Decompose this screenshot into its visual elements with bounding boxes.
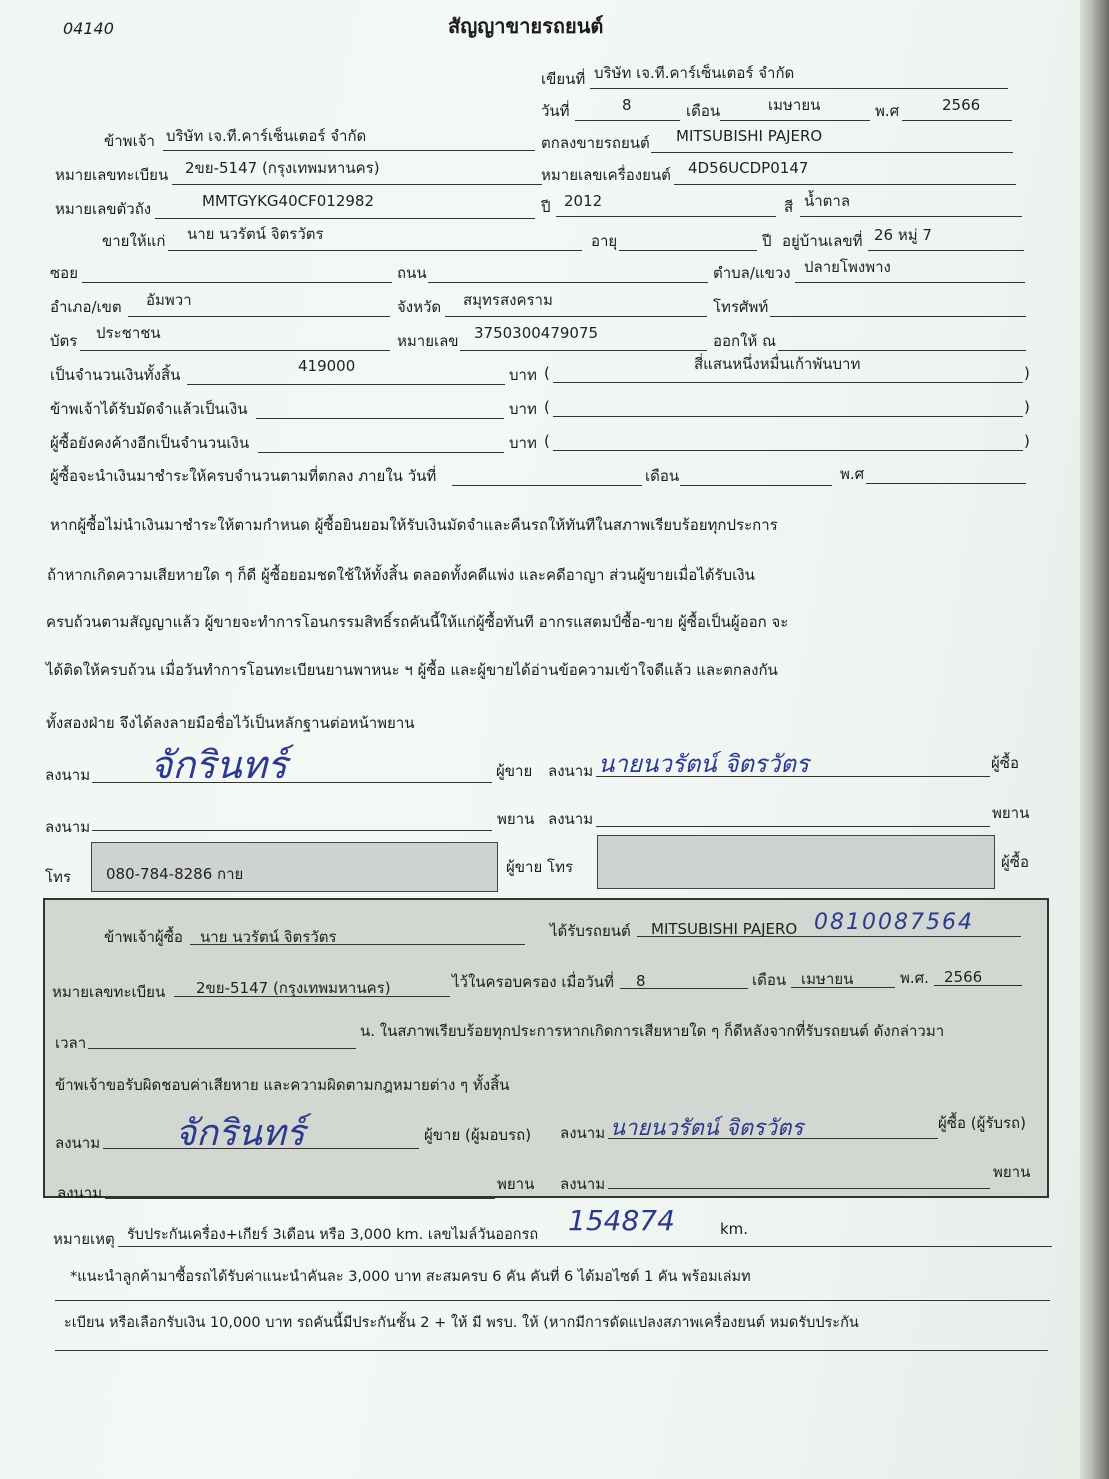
card-line <box>80 350 390 351</box>
phone-label: โทรศัพท์ <box>713 298 769 316</box>
total-value: 419000 <box>298 357 356 375</box>
total-baht: บาท <box>509 366 537 384</box>
pay-year-label: พ.ศ <box>840 465 865 483</box>
receipt-seller-signature: จักรินทร์ <box>175 1113 305 1154</box>
subdistrict-label: ตำบล/แขวง <box>713 264 791 282</box>
pay-year-line <box>866 483 1026 484</box>
total-line <box>187 384 505 385</box>
subdistrict-value: ปลายโพงพาง <box>804 258 891 276</box>
seller-phone: 080-784-8286 กาย <box>106 865 244 883</box>
receipt-buyer-name: นาย นวรัตน์ จิตรวัตร <box>200 928 337 946</box>
total-words-line <box>553 382 1023 383</box>
receipt-seller-role: ผู้ขาย (ผู้มอบรถ) <box>424 1126 532 1144</box>
buyer-phone-role: ผู้ซื้อ <box>1001 853 1029 871</box>
paren-close-2: ) <box>1024 398 1030 416</box>
note-line-2-rule <box>55 1300 1050 1301</box>
witness1-role: พยาน <box>497 810 535 828</box>
total-words: สี่แสนหนึ่งหมื่นเก้าพันบาท <box>694 355 861 373</box>
paren-close-1: ) <box>1024 364 1030 382</box>
chassis-value: MMTGYKG40CF012982 <box>202 192 374 210</box>
engine-line <box>674 184 1016 185</box>
deposit-baht: บาท <box>509 400 537 418</box>
month-label: เดือน <box>686 102 721 120</box>
car-model: MITSUBISHI PAJERO <box>676 127 823 145</box>
condition-text: น. ในสภาพเรียบร้อยทุกประการหากเกิดการเสียหายใด ๆ ก็ดีหลังจากที่รับรถยนต์ ดังกล่าวมา <box>360 1022 945 1040</box>
seller-phone-role: ผู้ขาย โทร <box>506 858 574 876</box>
receipt-reg-label: หมายเลขทะเบียน <box>52 983 166 1001</box>
possession-year: 2566 <box>944 968 983 986</box>
reg-line <box>172 184 542 185</box>
term-1: หากผู้ซื้อไม่นำเงินมาชำระให้ตามกำหนด ผู้ซื้อยินยอมให้รับเงินมัดจำและคืนรถให้ทันทีในสภาพเรียบร้อยทุกประการ <box>50 516 778 534</box>
term-4: ได้ติดให้ครบถ้วน เมื่อวันทำการโอนทะเบียนยานพาหนะ ฯ ผู้ซื้อ และผู้ขายได้อ่านข้อความเข้าใจดีแล้ว และตกลงกัน <box>46 661 778 679</box>
soi-label: ซอย <box>50 264 78 282</box>
receipt-sign-label-1: ลงนาม <box>55 1134 101 1152</box>
seller-label: ข้าพเจ้า <box>104 132 155 150</box>
phone-row-label: โทร <box>45 868 72 886</box>
written-at-label: เขียนที่ <box>541 70 586 88</box>
receipt-sign-label-4: ลงนาม <box>560 1175 606 1193</box>
receipt-buyer-role: ผู้ซื้อ (ผู้รับรถ) <box>938 1114 1026 1132</box>
buyer-name: นาย นวรัตน์ จิตรวัตร <box>187 225 324 243</box>
card-no-label: หมายเลข <box>397 332 459 350</box>
receipt-reg: 2ขย-5147 (กรุงเทพมหานคร) <box>196 979 391 997</box>
district-value: อัมพวา <box>146 291 192 309</box>
sign-label-2: ลงนาม <box>548 762 594 780</box>
address-line <box>868 250 1024 251</box>
paren-open-2: ( <box>544 398 550 416</box>
paren-close-3: ) <box>1024 432 1030 450</box>
model-year-line <box>556 216 776 217</box>
receipt-buyer-label: ข้าพเจ้าผู้ซื้อ <box>104 928 183 946</box>
day-line <box>575 120 680 121</box>
received-car: MITSUBISHI PAJERO <box>651 920 798 938</box>
paren-open-3: ( <box>544 432 550 450</box>
remark-label: หมายเหตุ <box>53 1230 115 1248</box>
card-no-value: 3750300479075 <box>474 324 599 342</box>
receipt-witness2-role: พยาน <box>993 1163 1031 1181</box>
possession-month: เมษายน <box>801 970 854 988</box>
buyer-role: ผู้ซื้อ <box>991 754 1019 772</box>
road-label: ถนน <box>397 264 427 282</box>
address-value: 26 หมู่ 7 <box>874 226 932 244</box>
remaining-words-line <box>553 450 1023 451</box>
card-value: ประชาชน <box>96 324 161 342</box>
color-label: สี <box>784 198 794 216</box>
written-at-line <box>590 88 1008 89</box>
handwritten-phone: 0810087564 <box>814 910 974 935</box>
date-label: วันที่ <box>541 102 570 120</box>
sold-to-label: ขายให้แก่ <box>102 232 166 250</box>
reg-label: หมายเลขทะเบียน <box>55 166 169 184</box>
road-line <box>428 282 708 283</box>
year-line <box>902 120 1012 121</box>
district-label: อำเภอ/เขต <box>50 298 122 316</box>
seller-line <box>163 150 535 151</box>
receipt-witness1-role: พยาน <box>497 1175 535 1193</box>
month-value: เมษายน <box>768 96 821 114</box>
receipt-buyer-signature: นายนวรัตน์ จิตรวัตร <box>610 1116 804 1141</box>
pay-by-label: ผู้ซื้อจะนำเงินมาชำระให้ครบจำนวนตามที่ตกลง ภายใน วันที่ <box>50 467 437 485</box>
card-no-line <box>460 350 707 351</box>
witness2-line <box>596 826 990 827</box>
receipt-sign-label-2: ลงนาม <box>560 1124 606 1142</box>
day-value: 8 <box>622 96 632 114</box>
agree-sell-line <box>651 152 1013 153</box>
chassis-line <box>155 218 535 219</box>
time-label: เวลา <box>55 1034 87 1052</box>
received-car-label: ได้รับรถยนต์ <box>550 922 631 940</box>
possession-day: 8 <box>636 972 646 990</box>
engine-label: หมายเลขเครื่องยนต์ <box>541 166 671 184</box>
soi-line <box>82 282 392 283</box>
paren-open-1: ( <box>544 364 550 382</box>
agree-sell-label: ตกลงขายรถยนต์ <box>541 134 650 152</box>
model-year-value: 2012 <box>564 192 603 210</box>
sign-label-3: ลงนาม <box>45 818 91 836</box>
subdistrict-line <box>795 282 1025 283</box>
written-at-value: บริษัท เจ.ที.คาร์เซ็นเตอร์ จำกัด <box>594 64 795 82</box>
liability-text: ข้าพเจ้าขอรับผิดชอบค่าเสียหาย และความผิดตามกฎหมายต่าง ๆ ทั้งสิ้น <box>55 1076 510 1094</box>
mileage-value: 154874 <box>568 1204 675 1237</box>
remaining-label: ผู้ซื้อยังคงค้างอีกเป็นจำนวนเงิน <box>50 434 250 452</box>
province-line <box>445 316 707 317</box>
deposit-label: ข้าพเจ้าได้รับมัดจำแล้วเป็นเงิน <box>50 400 248 418</box>
reg-value: 2ขย-5147 (กรุงเทพมหานคร) <box>185 159 380 177</box>
age-line <box>619 250 757 251</box>
color-value: น้ำตาล <box>804 192 851 210</box>
note-line-2: *แนะนำลูกค้ามาซื้อรถได้รับค่าแนะนำคันละ 3,000 บาท สะสมครบ 6 คัน คันที่ 6 ได้มอไซต์ 1 คัน พร้อมเล่มท <box>70 1269 751 1285</box>
document-number: 04140 <box>63 19 114 38</box>
province-label: จังหวัด <box>397 298 442 316</box>
pay-month-label: เดือน <box>645 467 680 485</box>
remark-line <box>118 1246 1052 1247</box>
receipt-witness1-line <box>105 1198 495 1199</box>
buyer-phone-box <box>597 835 995 889</box>
province-value: สมุทรสงคราม <box>463 291 553 309</box>
engine-value: 4D56UCDP0147 <box>688 159 809 177</box>
sign-label-1: ลงนาม <box>45 766 91 784</box>
term-5: ทั้งสองฝ่าย จึงได้ลงลายมือชื่อไว้เป็นหลักฐานต่อหน้าพยาน <box>46 714 415 732</box>
address-label: อยู่บ้านเลขที่ <box>782 232 863 250</box>
total-label: เป็นจำนวนเงินทั้งสิ้น <box>50 366 181 384</box>
pay-month-line <box>680 485 832 486</box>
month-line <box>720 120 870 121</box>
color-line <box>800 216 1022 217</box>
remaining-line <box>258 452 504 453</box>
document-title: สัญญาขายรถยนต์ <box>448 14 604 38</box>
year-value: 2566 <box>942 96 981 114</box>
phone-line <box>770 316 1026 317</box>
term-2: ถ้าหากเกิดความเสียหายใด ๆ ก็ดี ผู้ซื้อยอมชดใช้ให้ทั้งสิ้น ตลอดทั้งคดีแพ่ง และคดีอาญา ส่วนผู้ขายเมื่อได้รับเงิน <box>47 566 755 584</box>
receipt-sign-label-3: ลงนาม <box>57 1184 103 1202</box>
age-unit: ปี <box>762 232 772 250</box>
note-line-3-rule <box>55 1350 1048 1351</box>
card-label: บัตร <box>50 332 78 350</box>
possession-label: ไว้ในครอบครอง เมื่อวันที่ <box>452 973 614 991</box>
age-label: อายุ <box>591 232 618 250</box>
possession-month-label: เดือน <box>752 971 787 989</box>
possession-year-label: พ.ศ. <box>900 969 929 987</box>
issued-at-line <box>778 350 1026 351</box>
term-3: ครบถ้วนตามสัญญาแล้ว ผู้ขายจะทำการโอนกรรมสิทธิ์รถคันนี้ให้แก่ผู้ซื้อทันที อากรแสตมป์ซื้อ-ขาย ผู้ซื้อเป็นผู้ออก จะ <box>46 613 789 631</box>
witness2-role: พยาน <box>992 804 1030 822</box>
note-line-3: ะเบียน หรือเลือกรับเงิน 10,000 บาท รถคันนี้มีประกันชั้น 2 + ให้ มี พรบ. ให้ (หากมีการดัดแปลงสภาพเครื่องยนต์ หมดรับประกัน <box>64 1315 859 1331</box>
seller-name: บริษัท เจ.ที.คาร์เซ็นเตอร์ จำกัด <box>166 127 367 145</box>
buyer-signature: นายนวรัตน์ จิตรวัตร <box>598 750 809 778</box>
year-label: พ.ศ <box>875 102 900 120</box>
remark-text: รับประกันเครื่อง+เกียร์ 3เดือน หรือ 3,000 km. เลขไมล์วันออกรถ <box>127 1227 539 1243</box>
pay-day-line <box>452 485 642 486</box>
seller-role: ผู้ขาย <box>496 762 533 780</box>
district-line <box>128 316 390 317</box>
witness1-line <box>92 830 492 831</box>
issued-at-label: ออกให้ ณ <box>713 332 776 350</box>
deposit-line <box>256 418 504 419</box>
model-year-label: ปี <box>541 198 551 216</box>
sign-label-4: ลงนาม <box>548 810 594 828</box>
receipt-witness2-line <box>608 1188 990 1189</box>
remaining-baht: บาท <box>509 434 537 452</box>
seller-signature: จักรินทร์ <box>150 743 288 787</box>
deposit-words-line <box>553 416 1023 417</box>
table-edge <box>1080 0 1109 1479</box>
sold-to-line <box>168 250 582 251</box>
chassis-label: หมายเลขตัวถัง <box>55 200 152 218</box>
km-unit: km. <box>720 1220 749 1238</box>
time-line <box>88 1048 356 1049</box>
